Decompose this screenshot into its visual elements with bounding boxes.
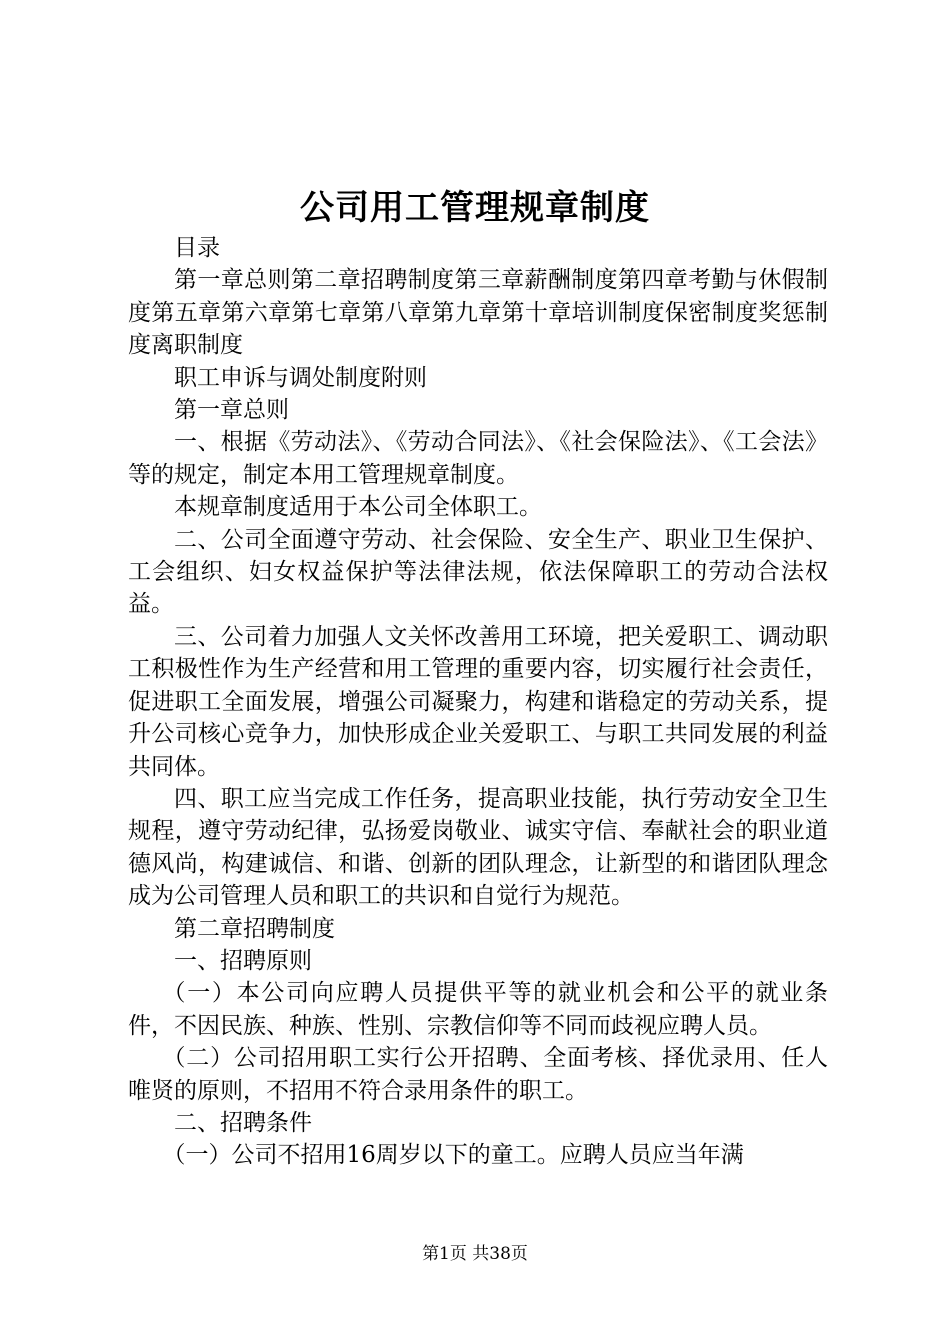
section-heading: 一、招聘原则	[174, 947, 312, 974]
paragraph: 一、根据《劳动法》、《劳动合同法》、《社会保险法》、《工会法》等的规定，制定本用工管理规章制度。	[128, 429, 828, 488]
paragraph: 四、职工应当完成工作任务，提高职业技能，执行劳动安全卫生规程，遵守劳动纪律，弘扬爱岗敬业、诚实守信、奉献社会的职业道德风尚，构建诚信、和谐、创新的团队理念，让新型的和谐团队理念成为公司管理人员和职工的共识和自觉行为规范。	[128, 785, 828, 910]
paragraph: 三、公司着力加强人文关怀改善用工环境，把关爱职工、调动职工积极性作为生产经营和用工管理的重要内容，切实履行社会责任，促进职工全面发展，增强公司凝聚力，构建和谐稳定的劳动关系，提升公司核心竞争力，加快形成企业关爱职工、与职工共同发展的利益共同体。	[128, 623, 828, 780]
paragraph: （二）公司招用职工实行公开招聘、全面考核、择优录用、任人唯贤的原则，不招用不符合录用条件的职工。	[128, 1045, 828, 1104]
document-body	[128, 232, 828, 1172]
paragraph-toc-heading: 目录	[174, 235, 220, 261]
page-number-footer: 第1页 共38页	[422, 1244, 528, 1264]
paragraph: 本规章制度适用于本公司全体职工。	[174, 494, 542, 521]
paragraph-toc-chapters: 第一章总则第二章招聘制度第三章薪酬制度第四章考勤与休假制度第五章第六章第七章第八章第九章第十章培训制度保密制度奖惩制度离职制度	[128, 267, 828, 359]
chapter-heading-2: 第二章招聘制度	[174, 915, 335, 942]
paragraph: 二、公司全面遵守劳动、社会保险、安全生产、职业卫生保护、工会组织、妇女权益保护等法律法规，依法保障职工的劳动合法权益。	[128, 526, 828, 618]
paragraph-toc-appendix: 职工申诉与调处制度附则	[174, 364, 427, 391]
section-heading: 二、招聘条件	[174, 1109, 312, 1136]
document-title: 公司用工管理规章制度	[300, 188, 650, 228]
paragraph: （一）公司不招用16周岁以下的童工。应聘人员应当年满	[162, 1142, 744, 1169]
paragraph: （一）本公司向应聘人员提供平等的就业机会和公平的就业条件，不因民族、种族、性别、宗教信仰等不同而歧视应聘人员。	[128, 980, 828, 1039]
chapter-heading-1: 第一章总则	[174, 397, 289, 424]
